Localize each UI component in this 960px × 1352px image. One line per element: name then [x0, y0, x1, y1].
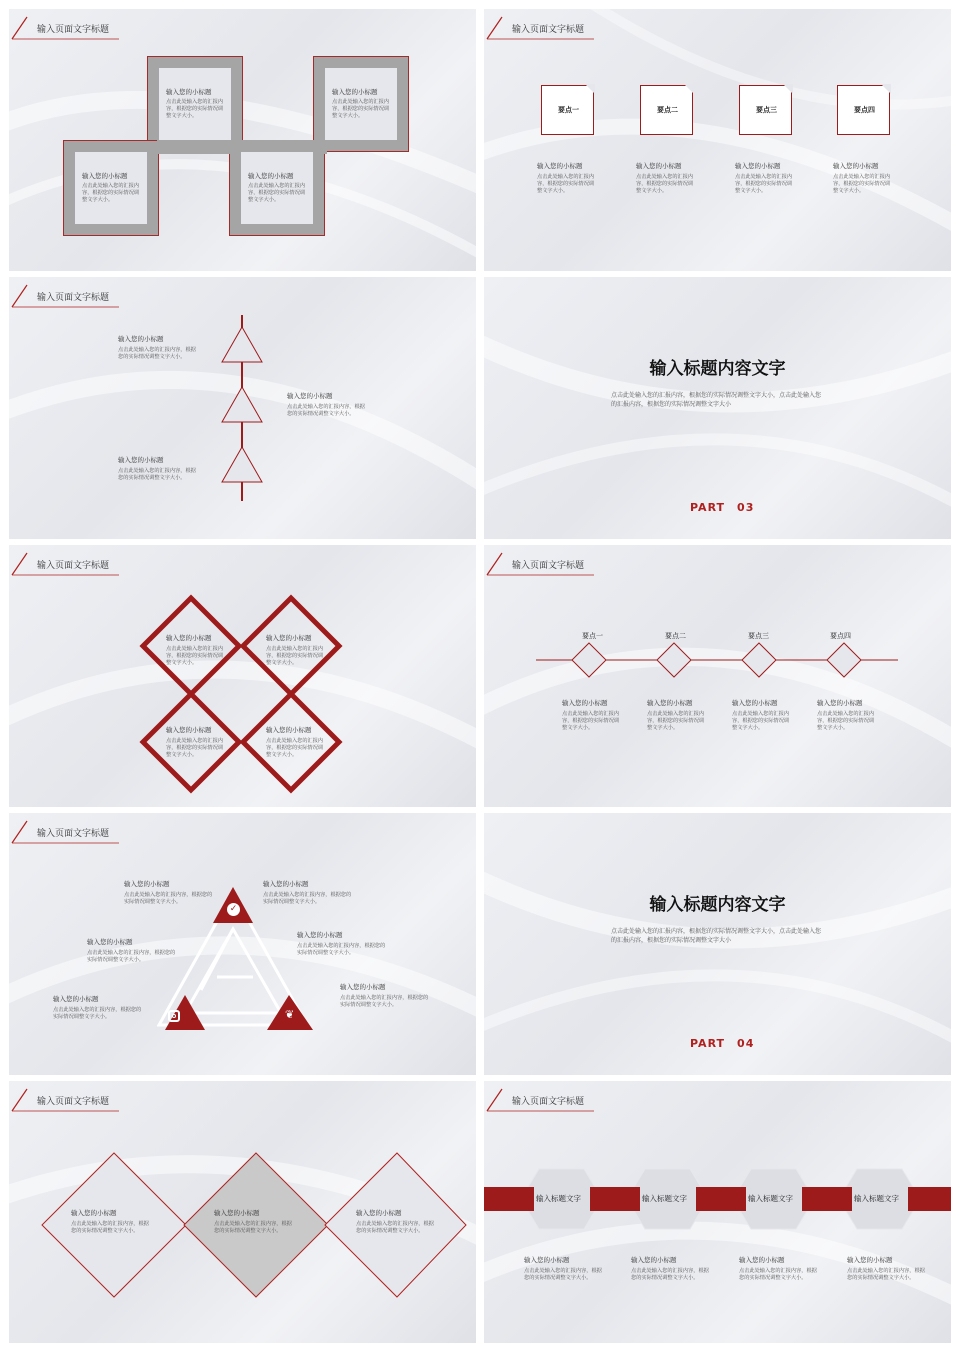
- key-point-label: 要点一: [582, 632, 603, 640]
- item-body: 点击此处输入您的汇报内容，根据您的实际情况调整文字大小。: [297, 943, 386, 956]
- slide-3[interactable]: [9, 277, 476, 539]
- page-title: 输入页面文字标题: [37, 1097, 110, 1107]
- item-subtitle: 输入您的小标题: [340, 983, 386, 991]
- page-title: 输入页面文字标题: [512, 1097, 585, 1107]
- instagram-icon: [168, 1010, 180, 1022]
- page-title: 输入页面文字标题: [37, 25, 110, 35]
- item-body: 点击此处输入您的汇报内容，根据您的实际情况调整文字大小。: [735, 174, 793, 194]
- red-bar: [590, 1187, 640, 1211]
- page-title: 输入页面文字标题: [512, 25, 585, 35]
- page-title: 输入页面文字标题: [512, 561, 585, 571]
- slide-2[interactable]: [484, 9, 951, 271]
- item-body: 点击此处输入您的汇报内容，根据您的实际情况调整文字大小。: [248, 183, 306, 203]
- item-body: 点击此处输入您的汇报内容，根据您的实际情况调整文字大小。: [87, 950, 176, 963]
- item-subtitle: 输入您的小标题: [524, 1256, 570, 1264]
- part-number: PART 03: [690, 501, 755, 514]
- item-subtitle: 输入您的小标题: [287, 392, 333, 400]
- key-point-label: 要点三: [748, 632, 769, 640]
- item-subtitle: 输入您的小标题: [356, 1209, 402, 1217]
- item-subtitle: 输入您的小标题: [266, 726, 312, 734]
- check-icon: ✓: [227, 903, 240, 916]
- item-subtitle: 输入您的小标题: [266, 634, 312, 642]
- item-body: 点击此处输入您的汇报内容，根据您的实际情况调整文字大小。: [562, 711, 620, 731]
- item-body: 点击此处输入您的汇报内容，根据您的实际情况调整文字大小。: [166, 738, 224, 758]
- item-subtitle: 输入您的小标题: [124, 880, 170, 888]
- item-body: 点击此处输入您的汇报内容，根据您的实际情况调整文字大小。: [647, 711, 705, 731]
- slide-8[interactable]: [484, 813, 951, 1075]
- item-body: 点击此处输入您的汇报内容，根据您的实际情况调整文字大小。: [817, 711, 875, 731]
- slide-6[interactable]: [484, 545, 951, 807]
- item-subtitle: 输入您的小标题: [631, 1256, 677, 1264]
- item-subtitle: 输入您的小标题: [166, 88, 212, 96]
- item-body: 点击此处输入您的汇报内容，根据您的实际情况调整文字大小。: [266, 646, 324, 666]
- item-subtitle: 输入您的小标题: [847, 1256, 893, 1264]
- slide-4[interactable]: [484, 277, 951, 539]
- page-title: 输入页面文字标题: [37, 561, 110, 571]
- item-subtitle: 输入您的小标题: [562, 699, 608, 707]
- item-body: 点击此处输入您的汇报内容，根据您的实际情况调整文字大小。: [631, 1268, 709, 1281]
- item-subtitle: 输入您的小标题: [263, 880, 309, 888]
- item-body: 点击此处输入您的汇报内容，根据您的实际情况调整文字大小。: [524, 1268, 602, 1281]
- item-subtitle: 输入您的小标题: [735, 162, 781, 170]
- key-point-card: 要点二: [640, 85, 693, 135]
- section-title: 输入标题内容文字: [649, 359, 786, 379]
- item-body: 点击此处输入您的汇报内容，根据您的实际情况调整文字大小。: [71, 1221, 149, 1234]
- item-body: 点击此处输入您的汇报内容，根据您的实际情况调整文字大小。: [739, 1268, 817, 1281]
- key-point-card: 要点四: [837, 85, 890, 135]
- item-subtitle: 输入您的小标题: [647, 699, 693, 707]
- red-bar: [696, 1187, 746, 1211]
- diamond-grid: [131, 590, 353, 802]
- item-subtitle: 输入您的小标题: [332, 88, 378, 96]
- item-body: 点击此处输入您的汇报内容，根据您的实际情况调整文字大小。: [847, 1268, 925, 1281]
- background-waves: [484, 9, 951, 271]
- section-body: 点击此处输入您的汇报内容，根据您的实际情况调整文字大小，点击此处输入您的汇报内容，根据您的实际情况调整文字大小: [611, 928, 822, 944]
- section-title: 输入标题内容文字: [649, 895, 786, 915]
- page-title: 输入页面文字标题: [37, 293, 110, 303]
- twitter-icon: ❦: [285, 1008, 295, 1021]
- item-subtitle: 输入您的小标题: [297, 931, 343, 939]
- item-body: 点击此处输入您的汇报内容，根据您的实际情况调整文字大小。: [332, 99, 390, 119]
- slide-5[interactable]: [9, 545, 476, 807]
- item-body: 点击此处输入您的汇报内容，根据您的实际情况调整文字大小。: [356, 1221, 434, 1234]
- item-body: 点击此处输入您的汇报内容，根据您的实际情况调整文字大小。: [82, 183, 140, 203]
- diamond-timeline: [536, 642, 901, 678]
- item-body: 点击此处输入您的汇报内容，根据您的实际情况调整文字大小。: [636, 174, 694, 194]
- triangle-timeline: [209, 315, 279, 501]
- slide-1[interactable]: [9, 9, 476, 271]
- item-subtitle: 输入您的小标题: [71, 1209, 117, 1217]
- item-body: 点击此处输入您的汇报内容，根据您的实际情况调整文字大小。: [166, 99, 224, 119]
- item-body: 点击此处输入您的汇报内容，根据您的实际情况调整文字大小。: [124, 892, 213, 905]
- item-body: 点击此处输入您的汇报内容，根据您的实际情况调整文字大小。: [214, 1221, 292, 1234]
- item-subtitle: 输入您的小标题: [166, 726, 212, 734]
- red-bar: [484, 1187, 534, 1211]
- item-body: 点击此处输入您的汇报内容，根据您的实际情况调整文字大小。: [118, 468, 196, 481]
- key-point-label: 要点二: [665, 632, 686, 640]
- item-subtitle: 输入您的小标题: [53, 995, 99, 1003]
- item-body: 点击此处输入您的汇报内容，根据您的实际情况调整文字大小。: [263, 892, 352, 905]
- item-subtitle: 输入您的小标题: [166, 634, 212, 642]
- item-body: 点击此处输入您的汇报内容，根据您的实际情况调整文字大小。: [118, 347, 196, 360]
- item-body: 点击此处输入您的汇报内容，根据您的实际情况调整文字大小。: [340, 995, 429, 1008]
- item-body: 点击此处输入您的汇报内容，根据您的实际情况调整文字大小。: [266, 738, 324, 758]
- hex-label: 输入标题文字: [642, 1194, 687, 1203]
- item-subtitle: 输入您的小标题: [732, 699, 778, 707]
- slide-10[interactable]: [484, 1081, 951, 1343]
- item-body: 点击此处输入您的汇报内容，根据您的实际情况调整文字大小。: [287, 404, 365, 417]
- item-subtitle: 输入您的小标题: [833, 162, 879, 170]
- red-bar: [908, 1187, 951, 1211]
- item-body: 点击此处输入您的汇报内容，根据您的实际情况调整文字大小。: [732, 711, 790, 731]
- item-subtitle: 输入您的小标题: [537, 162, 583, 170]
- slide-9[interactable]: [9, 1081, 476, 1343]
- item-subtitle: 输入您的小标题: [118, 456, 164, 464]
- item-subtitle: 输入您的小标题: [248, 172, 294, 180]
- hex-label: 输入标题文字: [536, 1194, 581, 1203]
- section-body: 点击此处输入您的汇报内容，根据您的实际情况调整文字大小，点击此处输入您的汇报内容，根据您的实际情况调整文字大小: [611, 392, 822, 408]
- item-subtitle: 输入您的小标题: [118, 335, 164, 343]
- item-body: 点击此处输入您的汇报内容，根据您的实际情况调整文字大小。: [53, 1007, 142, 1020]
- page-title: 输入页面文字标题: [37, 829, 110, 839]
- key-point-card: 要点三: [739, 85, 792, 135]
- key-point-label: 要点四: [830, 632, 851, 640]
- item-body: 点击此处输入您的汇报内容，根据您的实际情况调整文字大小。: [833, 174, 891, 194]
- item-subtitle: 输入您的小标题: [87, 938, 133, 946]
- hex-label: 输入标题文字: [748, 1194, 793, 1203]
- item-body: 点击此处输入您的汇报内容，根据您的实际情况调整文字大小。: [166, 646, 224, 666]
- item-subtitle: 输入您的小标题: [636, 162, 682, 170]
- part-number: PART 04: [690, 1037, 755, 1050]
- item-subtitle: 输入您的小标题: [739, 1256, 785, 1264]
- red-bar: [802, 1187, 852, 1211]
- item-subtitle: 输入您的小标题: [82, 172, 128, 180]
- item-subtitle: 输入您的小标题: [214, 1209, 260, 1217]
- hex-label: 输入标题文字: [854, 1194, 899, 1203]
- slide-7[interactable]: [9, 813, 476, 1075]
- item-body: 点击此处输入您的汇报内容，根据您的实际情况调整文字大小。: [537, 174, 595, 194]
- key-point-card: 要点一: [541, 85, 594, 135]
- item-subtitle: 输入您的小标题: [817, 699, 863, 707]
